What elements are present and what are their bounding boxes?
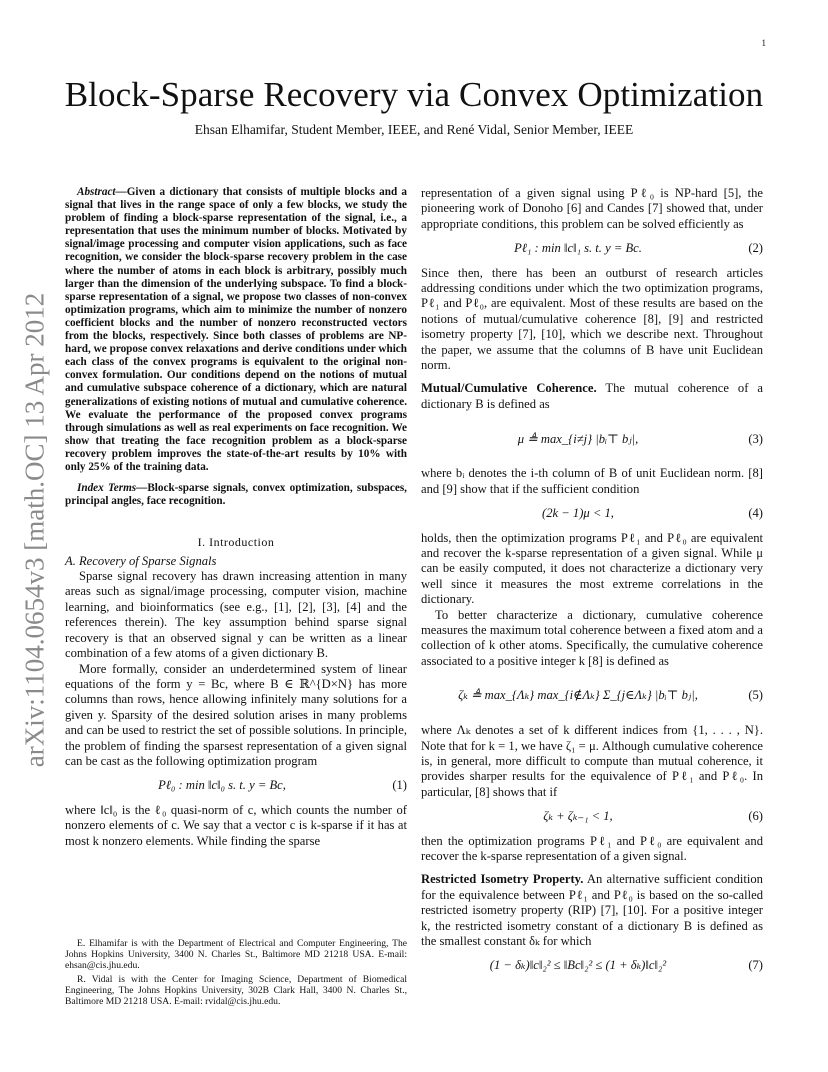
equation-3-number: (3): [748, 431, 763, 446]
equation-2-number: (2): [748, 241, 763, 256]
arxiv-identifier: arXiv:1104.0654v3 [math.OC] 13 Apr 2012: [19, 292, 50, 768]
rip-paragraph: [421, 872, 763, 949]
equation-6-body: ζₖ + ζₖ₋₁ < 1,: [543, 809, 613, 824]
left-column: [65, 186, 407, 849]
equation-2: [421, 241, 763, 256]
equation-6-number: (6): [748, 809, 763, 824]
equation-4: [421, 506, 763, 521]
intro-paragraph-3: where ‖c‖₀ is the ℓ₀ quasi-norm of c, which counts the number of nonzero elements of c. We say that a vector c is k-sparse if it has at most k nonzero elements. While finding the sparse: [65, 802, 407, 848]
right-column: [421, 186, 763, 983]
equation-1-body: Pℓ₀ : min ‖c‖₀ s. t. y = Bc,: [158, 778, 286, 793]
arxiv-sidebar: [8, 270, 62, 790]
equation-7-body: (1 − δₖ)‖c‖₂² ≤ ‖Bc‖₂² ≤ (1 + δₖ)‖c‖₂²: [489, 958, 667, 973]
right-paragraph-6: where Λₖ denotes a set of k different indices from {1, . . . , N}. Note that for k = 1, we have ζ₁ = μ. Although cumulative coherence is, in general, more difficult to compute than mutual coherence, it provides sharper results for the equivalence of Pℓ₁ and Pℓ₀. In particular, [8] shows that if: [421, 723, 763, 799]
index-terms-label: Index Terms—: [77, 482, 148, 495]
intro-paragraph-1: Sparse signal recovery has drawn increasing attention in many areas such as signal/image processing, computer vision, machine learning, and bioinformatics (see e.g., [1], [2], [3], [4] and the references therein). The key assumption behind sparse signal recovery is that an observed signal y can be written as a linear combination of a few atoms of a given dictionary B.: [65, 569, 407, 661]
subsection-heading: A. Recovery of Sparse Signals: [65, 553, 217, 568]
page-number: 1: [761, 38, 766, 48]
equation-2-body: Pℓ₁ : min ‖c‖₁ s. t. y = Bc.: [514, 241, 642, 256]
equation-7: [421, 958, 763, 973]
right-paragraph-7: then the optimization programs Pℓ₁ and Pℓ₀ are equivalent and recover the k-sparse representation of a given signal.: [421, 833, 763, 863]
paper-authors: Ehsan Elhamifar, Student Member, IEEE, and René Vidal, Senior Member, IEEE: [194, 122, 634, 137]
abstract: [65, 186, 407, 474]
paper-title: Block-Sparse Recovery via Convex Optimization: [64, 75, 764, 114]
index-terms: [65, 482, 407, 508]
right-paragraph-3: where bᵢ denotes the i-th column of B of unit Euclidean norm. [8] and [9] show that if the sufficient condition: [421, 466, 763, 496]
right-paragraph-5: To better characterize a dictionary, cumulative coherence measures the maximum total coherence between a fixed atom and a collection of k other atoms. Specifically, the cumulative coherence associated to a positive integer k [8] is defined as: [421, 607, 763, 668]
mutual-coherence-paragraph: [421, 381, 763, 412]
intro-paragraph-2: More formally, consider an underdetermined system of linear equations of the form y = Bc, where B ∈ ℝ^{D×N} has more columns than rows, hence allowing infinitely many solutions for a given y. Sparsity of the desired solution arises in many problems and can be used to restrict the set of possible solutions. In principle, the problem of finding the sparsest representation of a given signal can be cast as the following optimization program: [65, 661, 407, 768]
right-paragraph-1: representation of a given signal using Pℓ₀ is NP-hard [5], the pioneering work of Donoho [6] and Candes [7] showed that, under appropriate conditions, this problem can be solved efficiently as: [421, 186, 763, 231]
footnote-vidal: R. Vidal is with the Center for Imaging Science, Department of Biomedical Engineering, The Johns Hopkins University, 302B Clark Hall, 3400 N. Charles St., Baltimore MD 21218 USA. E-mail: rvidal@cis.jhu.edu.: [65, 973, 407, 1008]
equation-5-number: (5): [748, 688, 763, 703]
equation-1-number: (1): [392, 778, 407, 793]
equation-4-number: (4): [748, 506, 763, 521]
equation-6: [421, 809, 763, 824]
footnote-elhamifar: E. Elhamifar is with the Department of Electrical and Computer Engineering, The Johns Hopkins University, 3400 N. Charles St., Baltimore MD 21218 USA. E-mail: ehsan@cis.jhu.edu.: [65, 938, 407, 972]
equation-5-body: ζₖ ≜ max_{Λₖ} max_{i∉Λₖ} Σ_{j∈Λₖ} |bᵢ⊤ bⱼ|,: [458, 688, 698, 703]
equation-7-number: (7): [748, 958, 763, 973]
rip-text: An alternative sufficient condition for the equivalence between Pℓ₁ and Pℓ₀ is based on the so-called restricted isometry property (RIP) [7], [10]. For a positive integer k, the restricted isometry constant of a dictionary B is defined as the smallest constant δₖ for which: [421, 872, 763, 949]
equation-3-body: μ ≜ max_{i≠j} |bᵢ⊤ bⱼ|,: [517, 431, 639, 446]
footnotes: [65, 938, 407, 1009]
equation-3: [421, 424, 763, 454]
mutual-coherence-heading: Mutual/Cumulative Coherence.: [421, 381, 597, 396]
mutual-coherence-text: The mutual coherence of a dictionary B is defined as: [421, 381, 763, 411]
equation-5: [421, 681, 763, 711]
right-paragraph-4: holds, then the optimization programs Pℓ₁ and Pℓ₀ are equivalent and recover the k-sparse representation of a given signal. While μ can be easily computed, it does not characterize a dictionary very well since it measures the most extreme correlations in the dictionary.: [421, 530, 763, 607]
abstract-text: Given a dictionary that consists of multiple blocks and a signal that lives in the range space of only a few blocks, we study the problem of finding a block-sparse representation of the signal, i.e., a representation that uses the minimum number of blocks. Motivated by signal/image processing and computer vision applications, such as face recognition, we consider the block-sparse recovery problem in the case where the number of atoms in each block is arbitrary, possibly much larger than the dimension of the underlying subspace. To find a block-sparse representation of a signal, we propose two classes of non-convex optimization programs, which aim to minimize the number of nonzero coefficient blocks and the number of nonzero reconstructed vectors from the blocks, respectively. Since both classes of problems are NP-hard, we propose convex relaxations and derive conditions under which each class of the convex programs is equivalent to the original non-convex formulation. Our conditions depend on the notions of mutual and cumulative subspace coherence of a dictionary, which are natural generalizations of existing notions of mutual and cumulative coherence. We evaluate the performance of the proposed convex programs through simulations as well as real experiments on face recognition. We show that treating the face recognition problem as a block-sparse recovery problem improves the state-of-the-art results by 10% with only 25% of the training data.: [65, 186, 407, 473]
section-heading: I. Introduction: [197, 535, 275, 550]
rip-heading: Restricted Isometry Property.: [421, 872, 584, 887]
right-paragraph-2: Since then, there has been an outburst of research articles addressing conditions under which the two optimization programs, Pℓ₁ and Pℓ₀, are equivalent. Most of these results are based on the notions of mutual/cumulative coherence [8], [9] and restricted isometry property [7], [10], which we describe next. Throughout the paper, we assume that the columns of B have unit Euclidean norm.: [421, 265, 763, 373]
abstract-label: Abstract—: [77, 186, 127, 198]
equation-1: [65, 778, 407, 793]
equation-4-body: (2k − 1)μ < 1,: [542, 506, 614, 521]
index-terms-text: Block-sparse signals, convex optimization, subspaces, principal angles, face recognition.: [65, 482, 407, 508]
